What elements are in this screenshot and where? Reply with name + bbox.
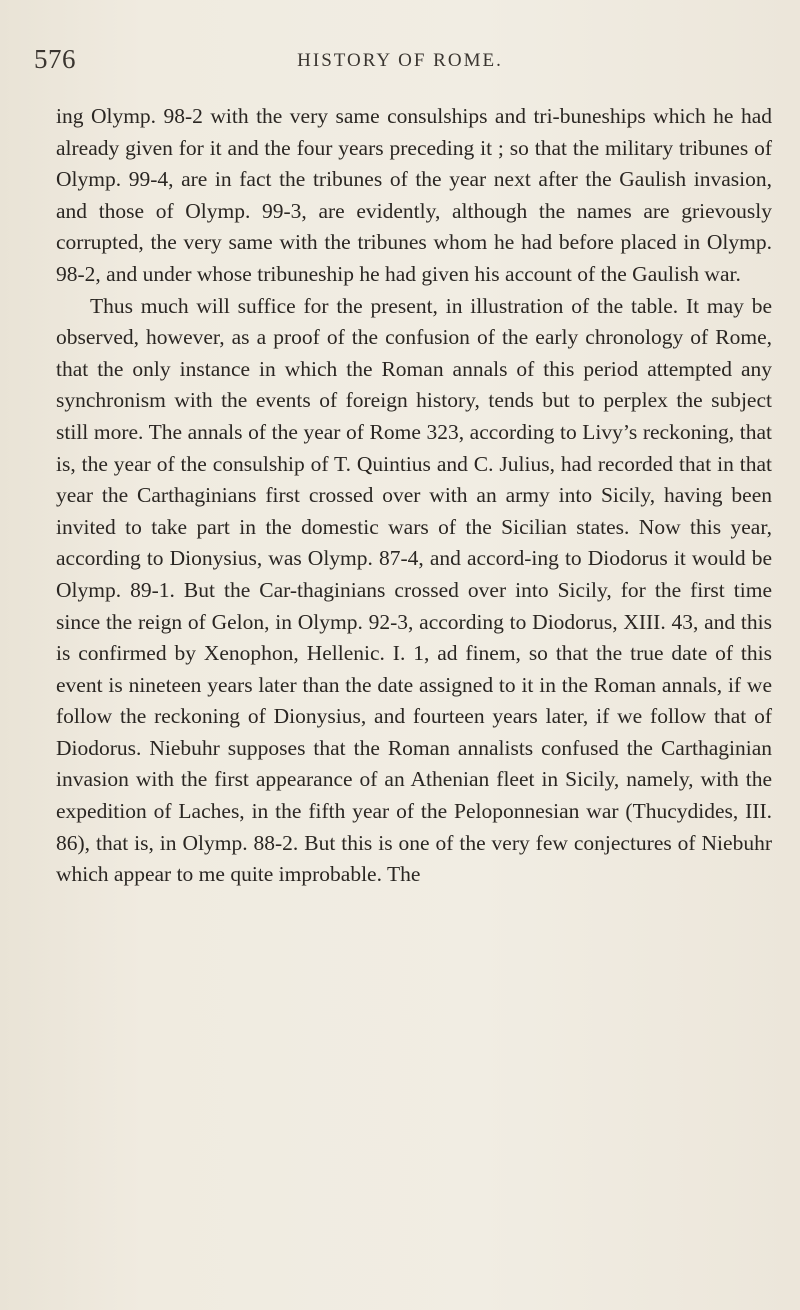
page-number: 576 — [34, 44, 76, 74]
paragraph-continuation: ing Olymp. 98-2 with the very same consulships and tri-buneships which he had already given for it and the four years preceding it ; so that the military tribunes of Olymp. 99-4, are in fact the tribunes of the year next after the Gaulish invasion, and those of Olymp. 99-3, are evidently, although the names are grievously corrupted, the very same with the tribunes whom he had before placed in Olymp. 98-2, and under whose tribuneship he had given his account of the Gaulish war. — [56, 104, 772, 286]
paragraph-chronology: Thus much will suffice for the present, in illustration of the table. It may be observed, however, as a proof of the confusion of the early chronology of Rome, that the only instance in which the Roman annals of this period attempted any synchronism with the events of foreign history, tends but to perplex the subject still more. The annals of the year of Rome 323, according to Livy’s reckoning, that is, the year of the consulship of T. Quintius and C. Julius, had recorded that in that year the Carthaginians first crossed over with an army into Sicily, having been invited to take part in the domestic wars of the Sicilian states. Now this year, according to Dionysius, was Olymp. 87-4, and accord-ing to Diodorus it would be Olymp. 89-1. But the Car-thaginians crossed over into Sicily, for the first time since the reign of Gelon, in Olymp. 92-3, according to Diodorus, XIII. 43, and this is confirmed by Xenophon, Hellenic. I. 1, ad finem, so that the true date of this event is nineteen years later than the date assigned to it in the Roman annals, if we follow the reckoning of Dionysius, and fourteen years later, if we follow that of Diodorus. Niebuhr supposes that the Roman annalists confused the Carthaginian invasion with the first appearance of an Athenian fleet in Sicily, namely, with the expedition of Laches, in the fifth year of the Peloponnesian war (Thucydides, III. 86), that is, in Olymp. 88-2. But this is one of the very few conjectures of Niebuhr which appear to me quite improbable. The — [56, 293, 772, 887]
body-text — [56, 101, 772, 891]
page-header — [0, 44, 800, 84]
running-head: HISTORY OF ROME. — [297, 50, 503, 71]
